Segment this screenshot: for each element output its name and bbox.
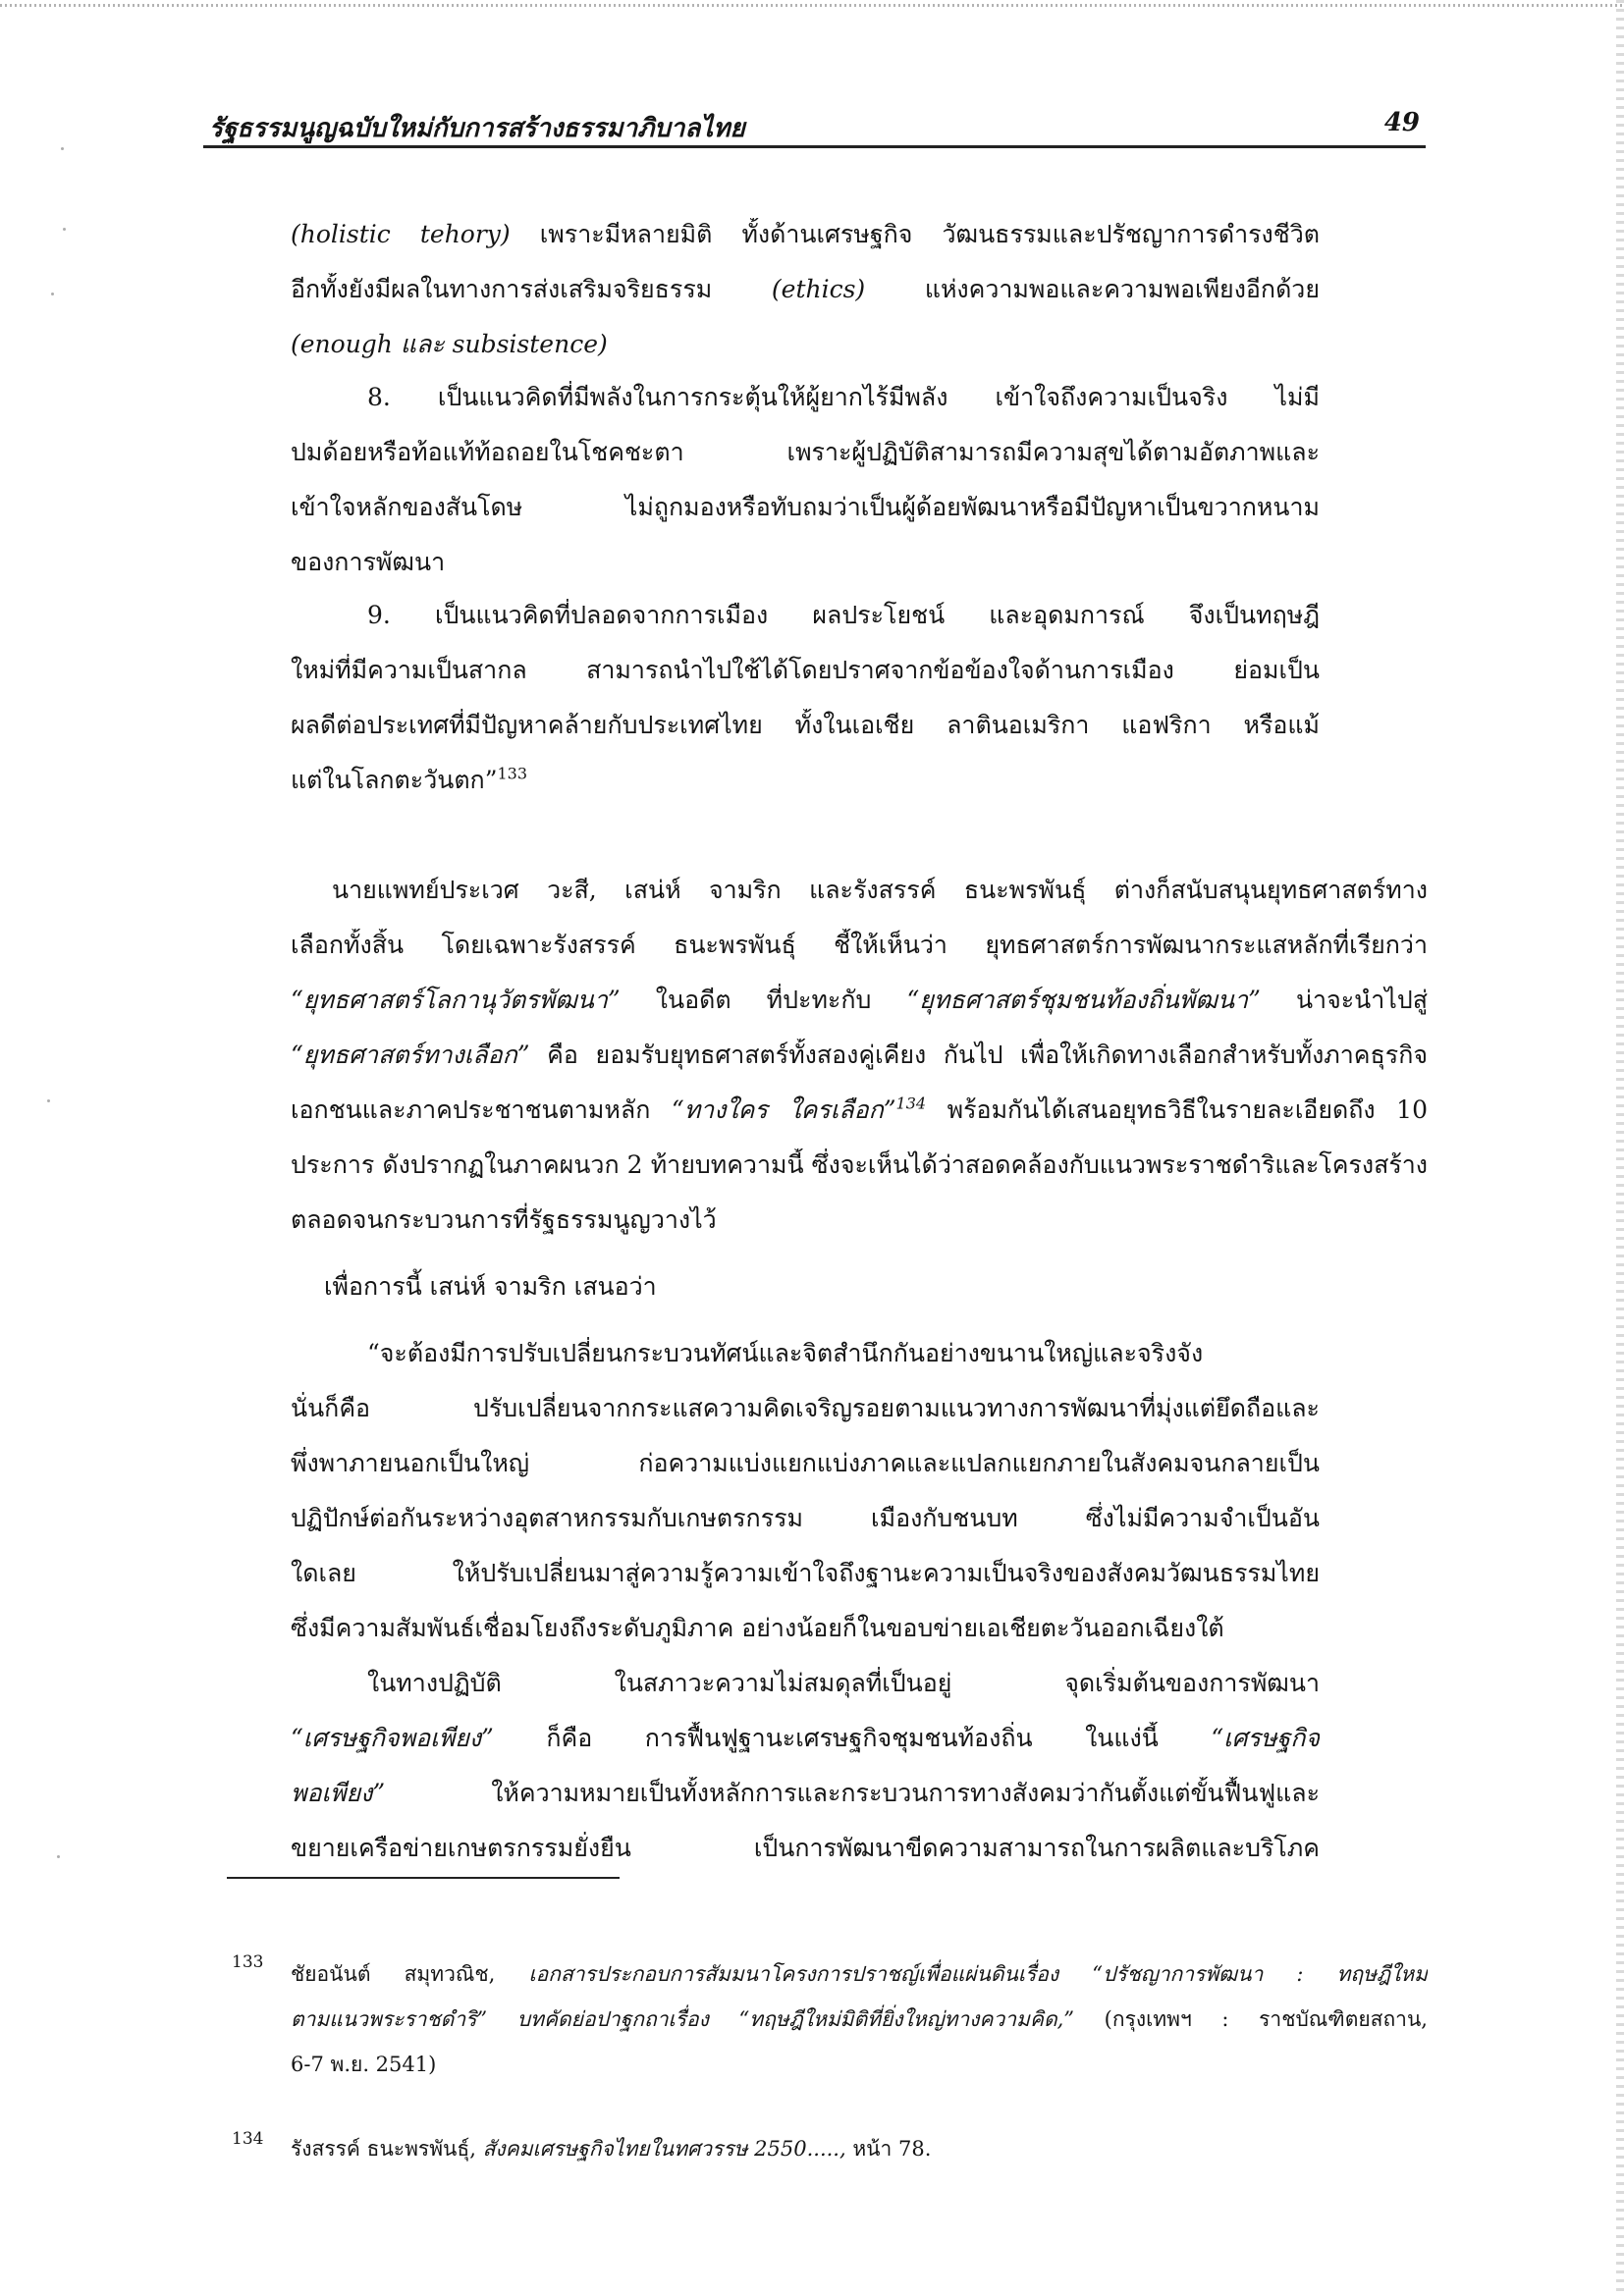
quote-line: “จะต้องมีการปรับเปลี่ยนกระบวนทัศน์และจิตสำนึกกันอย่างขนานใหญ่และจริงจัง — [367, 1339, 1204, 1367]
footnote-line — [291, 2134, 1428, 2163]
scan-speck — [57, 1855, 60, 1858]
quote-line — [291, 764, 1320, 797]
text: อีกทั้งยังมีผลในทางการส่งเสริมจริยธรรม — [291, 275, 713, 303]
text: คือ ยอมรับยุทธศาสตร์ทั้งสองคู่เคียง กันไป เพื่อให้เกิดทางเลือกสำหรับทั้งภาคธุรกิจ — [547, 1041, 1428, 1069]
italic-text: “เศรษฐกิจ — [1211, 1724, 1320, 1752]
scan-speck — [47, 1099, 50, 1102]
body-line — [291, 1039, 1428, 1072]
italic-text: ตามแนวพระราชดำริ” — [291, 2007, 488, 2031]
text: แต่ในโลกตะวันตก” — [291, 766, 498, 794]
scan-speck — [51, 293, 54, 295]
quote-line: พึ่งพาภายนอกเป็นใหญ่ ก่อความแบ่งแยกแบ่งภาคและแปลกแยกภายในสังคมจนกลายเป็น — [291, 1449, 1320, 1477]
italic-text: “ทฤษฎีใหม่มิติที่ยิ่งใหญ่ทางความคิด,” — [738, 2007, 1074, 2031]
body-line: ประการ ดังปรากฏในภาคผนวก 2 ท้ายบทความนี้ ซึ่งจะเห็นได้ว่าสอดคล้องกับแนวพระราชดำริและโครงสร้าง — [291, 1150, 1428, 1179]
italic-text: “ทางใคร ใครเลือก” — [671, 1095, 896, 1124]
body-line: เลือกทั้งสิ้น โดยเฉพาะรังสรรค์ ธนะพรพันธุ์ ชี้ให้เห็นว่า ยุทธศาสตร์การพัฒนากระแสหลักที่เรียกว่า — [291, 931, 1428, 959]
quote-line — [367, 1667, 1320, 1700]
italic-text: “เศรษฐกิจพอเพียง” — [291, 1724, 494, 1752]
body-line: นายแพทย์ประเวศ วะสี, เสน่ห์ จามริก และรังสรรค์ ธนะพรพันธุ์ ต่างก็สนับสนุนยุทธศาสตร์ทาง — [332, 876, 1428, 904]
text: เป็นการพัฒนาขีดความสามารถในการผลิตและบริโภค — [753, 1834, 1320, 1862]
quote-line: ของการพัฒนา — [291, 548, 446, 576]
italic-text: พอเพียง” — [291, 1779, 386, 1807]
text: หน้า 78. — [852, 2137, 932, 2161]
text: ที่ปะทะกับ — [766, 986, 872, 1014]
quote-line — [291, 1832, 1320, 1865]
quote-line: นั่นก็คือ ปรับเปลี่ยนจากกระแสความคิดเจริญรอยตามแนวทางการพัฒนาที่มุ่งแต่ยึดถือและ — [291, 1394, 1320, 1422]
text: ในทางปฏิบัติ — [367, 1669, 502, 1697]
quote-line — [291, 273, 1320, 306]
quote-line: ปฏิปักษ์ต่อกันระหว่างอุตสาหกรรมกับเกษตรกรรม เมืองกับชนบท ซึ่งไม่มีความจำเป็นอัน — [291, 1504, 1320, 1532]
quote-line: ใดเลย ให้ปรับเปลี่ยนมาสู่ความรู้ความเข้าใจถึงฐานะความเป็นจริงของสังคมวัฒนธรรมไทย — [291, 1559, 1320, 1587]
footnote-ref: 134 — [895, 1094, 927, 1113]
quote-line: 9. เป็นแนวคิดที่ปลอดจากการเมือง ผลประโยชน์ และอุดมการณ์ จึงเป็นทฤษฎี — [367, 601, 1320, 629]
quote-line — [291, 1722, 1320, 1755]
quote-line: (enough และ subsistence) — [291, 330, 608, 358]
text: แห่งความพอและความพอเพียงอีกด้วย — [924, 275, 1320, 303]
italic-text: “ยุทธศาสตร์ทางเลือก” — [291, 1041, 530, 1069]
text: เอกชนและภาคประชาชนตามหลัก — [291, 1095, 651, 1124]
text: (กรุงเทพฯ : ราชบัณฑิตยสถาน, — [1104, 2007, 1428, 2031]
text: ในสภาวะความไม่สมดุลที่เป็นอยู่ — [614, 1669, 952, 1697]
text: ชัยอนันต์ สมุทวณิช, — [291, 1962, 496, 1986]
quote-line: ใหม่ที่มีความเป็นสากล สามารถนำไปใช้ได้โดยปราศจากข้อข้องใจด้านการเมือง ย่อมเป็น — [291, 656, 1320, 684]
italic-text: (holistic tehory) — [291, 220, 511, 248]
body-line: เพื่อการนี้ เสน่ห์ จามริก เสนอว่า — [324, 1272, 657, 1301]
page-header — [203, 102, 1426, 148]
text: พร้อมกันได้เสนอยุทธวิธีในรายละเอียดถึง 10 — [947, 1095, 1428, 1124]
scan-top-border — [0, 4, 1624, 7]
body-line — [291, 1094, 1428, 1127]
scan-speck — [61, 147, 64, 150]
italic-text: บทคัดย่อปาฐกถาเรื่อง — [516, 2007, 709, 2031]
body-line — [291, 984, 1428, 1017]
text: จุดเริ่มต้นของการพัฒนา — [1064, 1669, 1320, 1697]
quote-line — [291, 1777, 1320, 1810]
text: ให้ความหมายเป็นทั้งหลักการและกระบวนการทางสังคมว่ากันตั้งแต่ขั้นฟื้นฟูและ — [491, 1779, 1320, 1807]
italic-text: เอกสารประกอบการสัมมนาโครงการปราชญ์เพื่อแผ่นดินเรื่อง “ปรัชญาการพัฒนา : ทฤษฎีใหม่ — [528, 1962, 1428, 1986]
quote-line: 8. เป็นแนวคิดที่มีพลังในการกระตุ้นให้ผู้ยากไร้มีพลัง เข้าใจถึงความเป็นจริง ไม่มี — [367, 383, 1320, 411]
italic-text: “ยุทธศาสตร์ชุมชนท้องถิ่นพัฒนา” — [906, 986, 1261, 1014]
text: ในอดีต — [655, 986, 731, 1014]
quote-line: ซึ่งมีความสัมพันธ์เชื่อมโยงถึงระดับภูมิภาค อย่างน้อยก็ในขอบข่ายเอเชียตะวันออกเฉียงใต้ — [291, 1614, 1224, 1642]
text: รังสรรค์ ธนะพรพันธุ์, — [291, 2137, 476, 2161]
text: เพราะมีหลายมิติ ทั้งด้านเศรษฐกิจ วัฒนธรรมและปรัชญาการดำรงชีวิต — [539, 220, 1320, 248]
quote-line: เข้าใจหลักของสันโดษ ไม่ถูกมองหรือทับถมว่าเป็นผู้ด้อยพัฒนาหรือมีปัญหาเป็นขวากหนาม — [291, 493, 1320, 521]
text: ในแง่นี้ — [1085, 1724, 1159, 1752]
footnote-ref: 133 — [497, 764, 528, 783]
running-title: รัฐธรรมนูญฉบับใหม่กับการสร้างธรรมาภิบาลไทย — [209, 114, 745, 143]
scan-right-edge — [1616, 0, 1624, 2296]
footnote-line — [291, 2004, 1428, 2034]
footnote-number: 133 — [232, 1952, 264, 1972]
footnote-line: 6-7 พ.ย. 2541) — [291, 2053, 437, 2076]
footnote-line — [291, 1959, 1428, 1989]
text: ก็คือ การฟื้นฟูฐานะเศรษฐกิจชุมชนท้องถิ่น — [546, 1724, 1033, 1752]
text: ขยายเครือข่ายเกษตรกรรมยั่งยืน — [291, 1834, 631, 1862]
scan-speck — [63, 228, 66, 231]
italic-text: “ยุทธศาสตร์โลกานุวัตรพัฒนา” — [291, 986, 621, 1014]
quote-line — [291, 218, 1320, 251]
italic-text: (ethics) — [771, 275, 866, 303]
italic-text: สังคมเศรษฐกิจไทยในทศวรรษ 2550....., — [482, 2137, 846, 2161]
page-number: 49 — [1383, 108, 1420, 137]
quote-line: ปมด้อยหรือท้อแท้ท้อถอยในโชคชะตา เพราะผู้ปฏิบัติสามารถมีความสุขได้ตามอัตภาพและ — [291, 438, 1320, 466]
body-line: ตลอดจนกระบวนการที่รัฐธรรมนูญวางไว้ — [291, 1205, 717, 1234]
footnote-number: 134 — [232, 2129, 264, 2149]
footnote-rule — [227, 1877, 620, 1879]
text: น่าจะนำไปสู่ — [1295, 986, 1428, 1014]
quote-line: ผลดีต่อประเทศที่มีปัญหาคล้ายกับประเทศไทย ทั้งในเอเชีย ลาตินอเมริกา แอฟริกา หรือแม้ — [291, 711, 1320, 739]
